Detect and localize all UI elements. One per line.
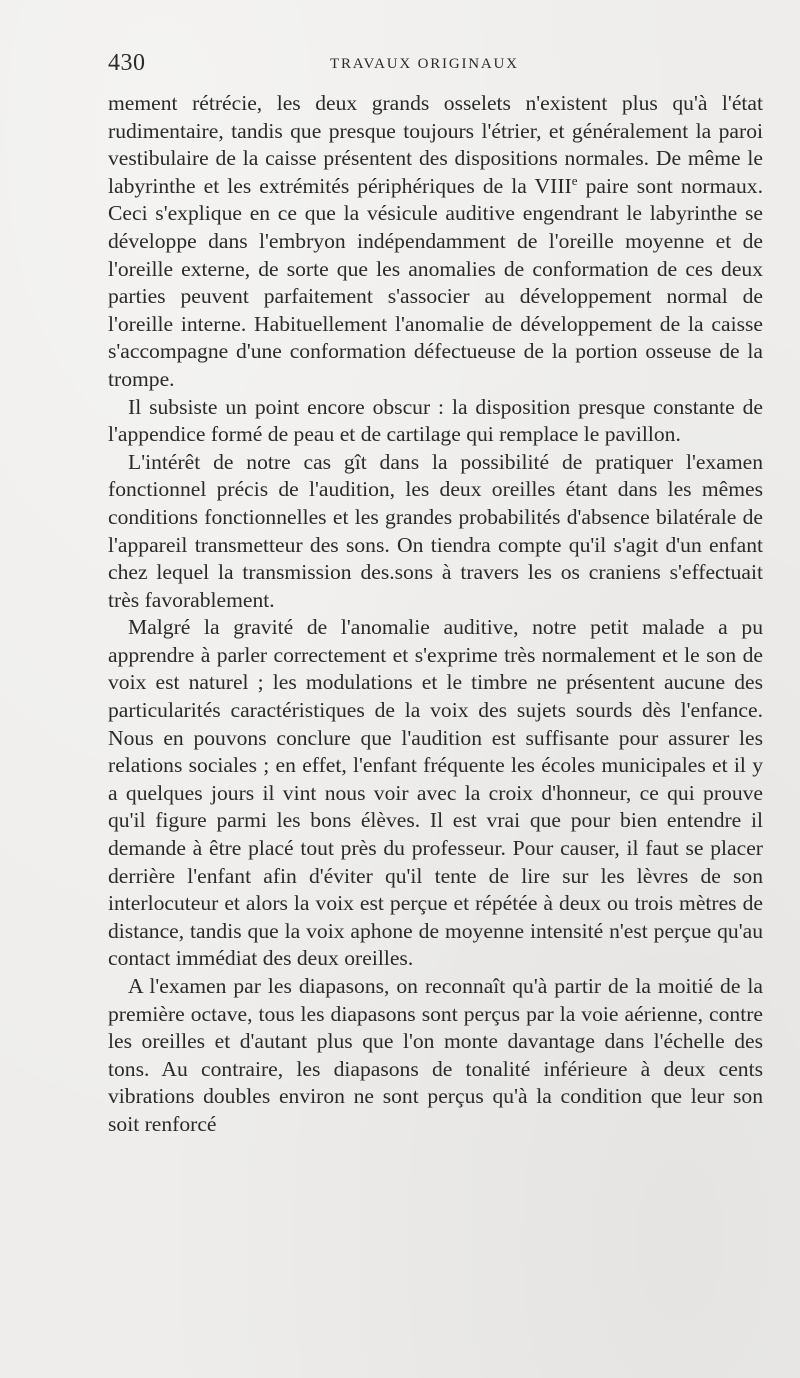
paragraph-3: L'intérêt de notre cas gît dans la possibilité de pratiquer l'examen fonctionnel précis de l'audition, les deux oreilles étant dans les mêmes conditions fonctionnelles et les grandes probabilités d'absence bilatérale de l'appareil transmetteur des sons. On tiendra compte qu'il s'agit d'un enfant chez lequel la transmission des.sons à travers les os craniens s'effectuait très favorablement. bbox=[108, 449, 763, 612]
page-number: 430 bbox=[108, 50, 146, 76]
running-title: TRAVAUX ORIGINAUX bbox=[330, 56, 519, 72]
paragraph-1-text: mement rétrécie, les deux grands osselets n'existent plus qu'à l'état rudimentaire, tandis que presque toujours l'étrier, et généralement la paroi vestibulaire de la caisse présentent des dispositions normales. De même le labyrinthe et les extrémités périphériques de la VIII bbox=[108, 91, 763, 198]
paragraph-4: Malgré la gravité de l'anomalie auditive, notre petit malade a pu apprendre à parler correctement et s'exprime très normalement et le son de voix est naturel ; les modulations et le timbre ne présentent aucune des particularités caractéristiques de la voix des sujets sourds dès l'enfance. Nous en pouvons conclure que l'audition est suffisante pour assurer les relations sociales ; en effet, l'enfant fréquente les écoles municipales et il y a quelques jours il vint nous voir avec la croix d'honneur, ce qui prouve qu'il figure parmi les bons élèves. Il est vrai que pour bien entendre il demande à être placé tout près du professeur. Pour causer, il faut se placer derrière l'enfant afin d'éviter qu'il tente de lire sur les lèvres de son interlocuteur et alors la voix est perçue et répétée à deux ou trois mètres de distance, tandis que la voix aphone de moyenne intensité n'est perçue qu'au contact immédiat des deux oreilles. bbox=[108, 615, 763, 971]
paragraph-5: A l'examen par les diapasons, on reconnaît qu'à partir de la moitié de la première octave, tous les diapasons sont perçus par la voie aérienne, contre les oreilles et d'autant plus que l'on monte davantage dans l'échelle des tons. Au contraire, les diapasons de tonalité inférieure à deux cents vibrations doubles environ ne sont perçus qu'à la condition que leur son soit renforcé bbox=[108, 974, 763, 1136]
paragraph-2: Il subsiste un point encore obscur : la disposition presque constante de l'appendice formé de peau et de cartilage qui remplace le pavillon. bbox=[108, 394, 763, 447]
body-text bbox=[108, 90, 763, 1139]
paragraph-1-text-continued: paire sont normaux. Ceci s'explique en ce que la vésicule auditive engendrant le labyrinthe se développe dans l'embryon indépendamment de l'oreille moyenne et de l'oreille externe, de sorte que les anomalies de conformation de ces deux parties peuvent parfaitement s'associer au développement normal de l'oreille interne. Habituellement l'anomalie de développement de la caisse s'accompagne d'une conformation défectueuse de la portion osseuse de la trompe. bbox=[108, 173, 763, 391]
page-header bbox=[108, 50, 708, 82]
superscript-e: e bbox=[571, 172, 578, 188]
paragraph-1 bbox=[108, 90, 763, 394]
